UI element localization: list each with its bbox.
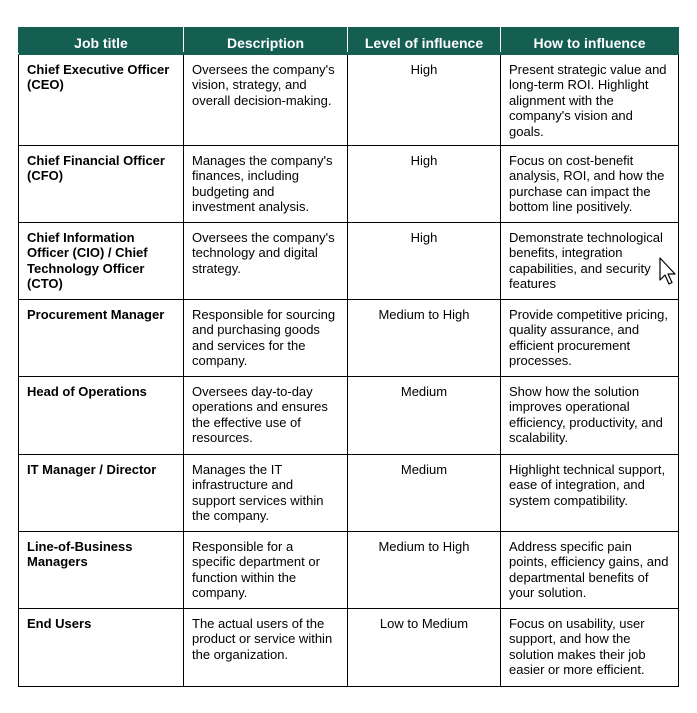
table-row [19, 223, 679, 300]
header-job-title: Job title [19, 28, 184, 54]
cell-level: Medium to High [348, 300, 501, 377]
cell-description: Oversees the company's vision, strategy, and overall decision-making. [184, 54, 348, 146]
table-row [19, 146, 679, 223]
header-level-of-influence: Level of influence [348, 28, 501, 54]
table-row [19, 54, 679, 146]
cell-how-to-influence: Demonstrate technological benefits, integration capabilities, and security features [501, 223, 679, 300]
table-row [19, 455, 679, 532]
cell-description: Manages the company's finances, including budgeting and investment analysis. [184, 146, 348, 223]
cell-level: Low to Medium [348, 609, 501, 687]
cell-how-to-influence: Show how the solution improves operational efficiency, productivity, and scalability. [501, 377, 679, 455]
cell-job-title: End Users [19, 609, 184, 687]
cell-job-title: IT Manager / Director [19, 455, 184, 532]
header-description: Description [184, 28, 348, 54]
cell-job-title: Chief Financial Officer (CFO) [19, 146, 184, 223]
cell-how-to-influence: Focus on cost-benefit analysis, ROI, and how the purchase can impact the bottom line positively. [501, 146, 679, 223]
table-row [19, 532, 679, 609]
cell-description: Oversees day-to-day operations and ensures the effective use of resources. [184, 377, 348, 455]
table-body [19, 54, 679, 687]
cell-description: Manages the IT infrastructure and support services within the company. [184, 455, 348, 532]
cell-level: Medium [348, 377, 501, 455]
header-how-to-influence: How to influence [501, 28, 679, 54]
cell-how-to-influence: Focus on usability, user support, and how the solution makes their job easier or more efficient. [501, 609, 679, 687]
table-row [19, 377, 679, 455]
cell-how-to-influence: Present strategic value and long-term ROI. Highlight alignment with the company's vision and goals. [501, 54, 679, 146]
cell-how-to-influence: Highlight technical support, ease of integration, and system compatibility. [501, 455, 679, 532]
header-row [19, 28, 679, 54]
cell-level: High [348, 54, 501, 146]
table-header [19, 28, 679, 54]
cell-job-title: Chief Information Officer (CIO) / Chief Technology Officer (CTO) [19, 223, 184, 300]
table-row [19, 609, 679, 687]
cell-job-title: Head of Operations [19, 377, 184, 455]
cell-how-to-influence: Provide competitive pricing, quality assurance, and efficient procurement processes. [501, 300, 679, 377]
cell-job-title: Chief Executive Officer (CEO) [19, 54, 184, 146]
influence-table-container [18, 27, 678, 687]
table-row [19, 300, 679, 377]
cell-level: High [348, 223, 501, 300]
cell-how-to-influence: Address specific pain points, efficiency gains, and departmental benefits of your solution. [501, 532, 679, 609]
cell-job-title: Procurement Manager [19, 300, 184, 377]
cell-level: Medium to High [348, 532, 501, 609]
cell-description: Responsible for sourcing and purchasing goods and services for the company. [184, 300, 348, 377]
cell-level: Medium [348, 455, 501, 532]
influence-table [18, 27, 679, 687]
cell-job-title: Line-of-Business Managers [19, 532, 184, 609]
cell-level: High [348, 146, 501, 223]
mouse-pointer-icon [658, 257, 678, 287]
cell-description: Oversees the company's technology and digital strategy. [184, 223, 348, 300]
cell-description: The actual users of the product or service within the organization. [184, 609, 348, 687]
cell-description: Responsible for a specific department or function within the company. [184, 532, 348, 609]
